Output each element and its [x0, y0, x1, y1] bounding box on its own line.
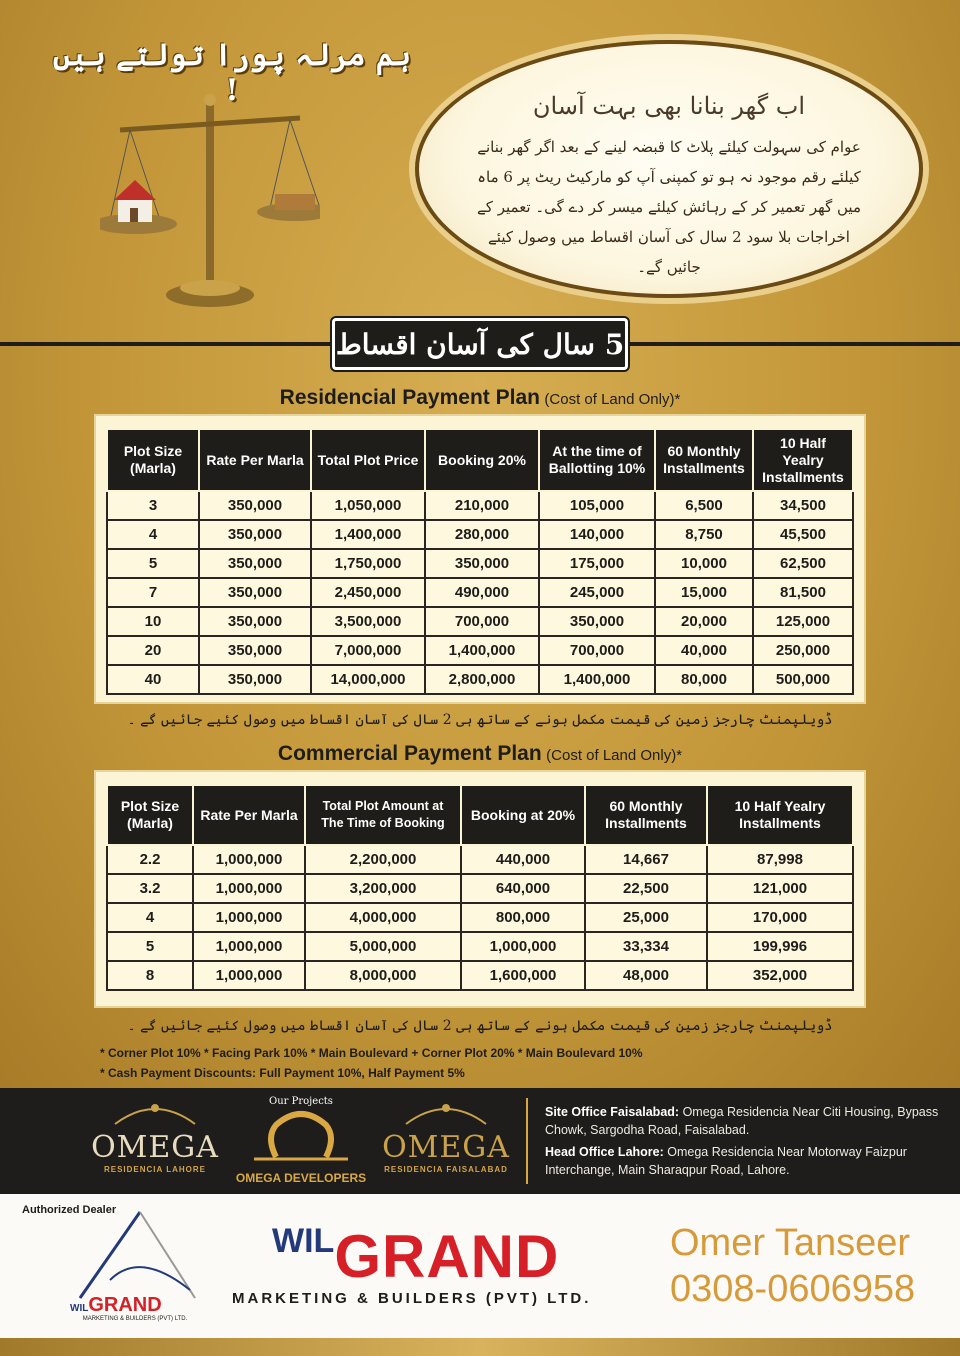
table-row: [107, 932, 853, 961]
table-cell: 500,000: [753, 665, 853, 694]
balance-scale-illustration: [100, 90, 320, 320]
site-office-label: Site Office Faisalabad:: [545, 1105, 680, 1119]
table-cell: 170,000: [707, 903, 853, 932]
site-office-address: Omega Residencia Near Citi Housing, Bypass Chowk, Sargodha Road, Faisalabad.: [545, 1105, 939, 1137]
table-cell: 2,450,000: [311, 578, 425, 607]
table-cell: 7,000,000: [311, 636, 425, 665]
table-cell: 81,500: [753, 578, 853, 607]
omega-faisalabad-name: OMEGA: [382, 1130, 510, 1165]
residential-title-main: Residencial Payment Plan: [279, 386, 540, 409]
table-cell: 1,000,000: [193, 961, 305, 990]
table-row: [107, 961, 853, 990]
our-projects-label: Our Projects: [269, 1096, 333, 1107]
table-cell: 210,000: [425, 491, 539, 520]
table-cell: 350,000: [199, 607, 311, 636]
residential-header-row: [107, 429, 853, 491]
authorized-dealer-label: Authorized Dealer: [22, 1204, 117, 1216]
residential-table-frame: [94, 414, 866, 704]
table-cell: 490,000: [425, 578, 539, 607]
installments-badge: 5 سال کی آسان اقساط: [332, 318, 628, 370]
small-logo-wordmark: [70, 1294, 162, 1317]
table-cell: 40,000: [655, 636, 753, 665]
table-cell: 350,000: [199, 578, 311, 607]
table-cell: 80,000: [655, 665, 753, 694]
table-row: [107, 874, 853, 903]
table-cell: 1,400,000: [539, 665, 655, 694]
commercial-table-frame: [94, 770, 866, 1008]
table-cell: 250,000: [753, 636, 853, 665]
table-cell: 20: [107, 636, 199, 665]
table-cell: 175,000: [539, 549, 655, 578]
info-oval: [415, 40, 923, 298]
residential-note: ڈویلپمنٹ چارجز زمین کی قیمت مکمل ہونے کے ساتھ ہی 2 سال کی آسان اقساط میں وصول کئیے جائیں گے ۔: [127, 712, 833, 728]
table-cell: 6,500: [655, 491, 753, 520]
table-cell: 3,200,000: [305, 874, 461, 903]
table-cell: 8,000,000: [305, 961, 461, 990]
table-cell: 1,000,000: [193, 874, 305, 903]
table-row: [107, 578, 853, 607]
table-row: [107, 549, 853, 578]
table-cell: 1,750,000: [311, 549, 425, 578]
oval-title: اب گھر بنانا بھی بہت آسان: [532, 92, 806, 120]
site-office: [545, 1103, 945, 1139]
table-cell: 2,200,000: [305, 845, 461, 874]
table-cell: 14,667: [585, 845, 707, 874]
table-cell: 125,000: [753, 607, 853, 636]
table-cell: 1,000,000: [193, 903, 305, 932]
commercial-header-cell: Total Plot Amount at The Time of Booking: [305, 785, 461, 845]
table-cell: 14,000,000: [311, 665, 425, 694]
table-cell: 1,400,000: [425, 636, 539, 665]
table-row: [107, 520, 853, 549]
table-cell: 140,000: [539, 520, 655, 549]
commercial-header-cell: Booking at 20%: [461, 785, 585, 845]
table-cell: 350,000: [199, 520, 311, 549]
omega-lahore-logo: [90, 1100, 220, 1174]
discount-notes: * Corner Plot 10% * Facing Park 10% * Main Boulevard + Corner Plot 20% * Main Boulevard 10%: [100, 1046, 643, 1060]
table-cell: 640,000: [461, 874, 585, 903]
table-cell: 350,000: [425, 549, 539, 578]
cash-discount-note: * Cash Payment Discounts: Full Payment 10%, Half Payment 5%: [100, 1066, 465, 1080]
table-row: [107, 845, 853, 874]
commercial-header-cell: 60 Monthly Installments: [585, 785, 707, 845]
table-cell: 40: [107, 665, 199, 694]
table-cell: 34,500: [753, 491, 853, 520]
table-cell: 1,050,000: [311, 491, 425, 520]
contact-phone[interactable]: 0308-0606958: [670, 1268, 916, 1310]
residential-header-cell: 60 Monthly Installments: [655, 429, 753, 491]
office-addresses: [545, 1103, 945, 1179]
table-cell: 87,998: [707, 845, 853, 874]
table-cell: 350,000: [199, 636, 311, 665]
table-cell: 5: [107, 549, 199, 578]
small-logo-grand: GRAND: [88, 1294, 162, 1316]
wilgrand-triangle-logo-icon: [70, 1210, 200, 1300]
omega-developers-logo: [228, 1096, 374, 1185]
table-row: [107, 636, 853, 665]
table-cell: 4,000,000: [305, 903, 461, 932]
table-row: [107, 665, 853, 694]
table-cell: 2.2: [107, 845, 193, 874]
commercial-header-cell: Plot Size (Marla): [107, 785, 193, 845]
table-cell: 352,000: [707, 961, 853, 990]
residential-header-cell: Total Plot Price: [311, 429, 425, 491]
table-cell: 15,000: [655, 578, 753, 607]
table-cell: 22,500: [585, 874, 707, 903]
residential-header-cell: 10 Half Yealry Installments: [753, 429, 853, 491]
small-logo-wil: WIL: [70, 1303, 89, 1314]
crown-ornament-icon: [401, 1100, 491, 1126]
head-office: [545, 1143, 945, 1179]
table-cell: 350,000: [199, 549, 311, 578]
grand-text: GRAND: [334, 1223, 560, 1290]
commercial-note: ڈویلپمنٹ چارجز زمین کی قیمت مکمل ہونے کے ساتھ ہی 2 سال کی آسان اقساط میں وصول کئیے جائیں گے ۔: [127, 1018, 833, 1034]
commercial-title: [0, 742, 960, 766]
table-cell: 62,500: [753, 549, 853, 578]
table-cell: 3,500,000: [311, 607, 425, 636]
omega-faisalabad-sub: RESIDENCIA FAISALABAD: [384, 1165, 508, 1174]
omega-symbol-icon: [246, 1107, 356, 1165]
residential-table: [106, 428, 854, 695]
head-office-address: Omega Residencia Near Motorway Faizpur Interchange, Main Sharaqpur Road, Lahore.: [545, 1145, 907, 1177]
office-divider: [526, 1098, 528, 1184]
residential-header-cell: Rate Per Marla: [199, 429, 311, 491]
table-cell: 4: [107, 520, 199, 549]
crown-ornament-icon: [110, 1100, 200, 1126]
slogan-heading: ہم مرلہ پورا تولتے ہیں !: [52, 38, 412, 108]
table-cell: 800,000: [461, 903, 585, 932]
table-cell: 1,000,000: [461, 932, 585, 961]
table-cell: 3.2: [107, 874, 193, 903]
commercial-table: [106, 784, 854, 991]
residential-title-sub: (Cost of Land Only)*: [544, 391, 681, 408]
table-cell: 5: [107, 932, 193, 961]
residential-header-cell: At the time of Ballotting 10%: [539, 429, 655, 491]
table-cell: 350,000: [199, 665, 311, 694]
table-cell: 350,000: [199, 491, 311, 520]
table-row: [107, 607, 853, 636]
commercial-header-cell: 10 Half Yealry Installments: [707, 785, 853, 845]
table-row: [107, 903, 853, 932]
oval-body: عوام کی سہولت کیلئے پلاٹ کا قبضہ لینے کے بعد اگر گھر بنانے کیلئے رقم موجود نہ ہو تو کمپنی آپ کو مارکیٹ ریٹ پر 6 ماہ میں گھر تعمیر کر کے رہائش کیلئے میسر کر دے گی۔ تعمیر کے اخراجات بلا سود 2 سال کی آسان اقساط میں وصول کیئے جائیں گے۔: [477, 138, 861, 276]
table-cell: 1,000,000: [193, 845, 305, 874]
omega-lahore-name: OMEGA: [91, 1130, 219, 1165]
omega-lahore-sub: RESIDENCIA LAHORE: [103, 1165, 207, 1174]
table-cell: 48,000: [585, 961, 707, 990]
table-cell: 8,750: [655, 520, 753, 549]
commercial-header-row: [107, 785, 853, 845]
table-cell: 245,000: [539, 578, 655, 607]
company-subtitle: MARKETING & BUILDERS (PVT) LTD.: [232, 1290, 592, 1307]
table-cell: 45,500: [753, 520, 853, 549]
table-cell: 105,000: [539, 491, 655, 520]
table-cell: 121,000: [707, 874, 853, 903]
table-cell: 199,996: [707, 932, 853, 961]
table-cell: 2,800,000: [425, 665, 539, 694]
wil-text: WIL: [272, 1222, 335, 1260]
table-cell: 1,600,000: [461, 961, 585, 990]
table-cell: 1,000,000: [193, 932, 305, 961]
table-cell: 7: [107, 578, 199, 607]
table-cell: 10: [107, 607, 199, 636]
residential-title: [0, 386, 960, 410]
contact-name: Omer Tanseer: [670, 1222, 911, 1264]
commercial-header-cell: Rate Per Marla: [193, 785, 305, 845]
head-office-label: Head Office Lahore:: [545, 1145, 664, 1159]
commercial-title-sub: (Cost of Land Only)*: [546, 747, 683, 764]
table-cell: 10,000: [655, 549, 753, 578]
table-cell: 8: [107, 961, 193, 990]
table-cell: 1,400,000: [311, 520, 425, 549]
residential-header-cell: Booking 20%: [425, 429, 539, 491]
wilgrand-wordmark: [272, 1222, 559, 1291]
table-cell: 700,000: [425, 607, 539, 636]
table-cell: 350,000: [539, 607, 655, 636]
table-cell: 25,000: [585, 903, 707, 932]
residential-header-cell: Plot Size (Marla): [107, 429, 199, 491]
bottom-gold-stripe: [0, 1338, 960, 1356]
table-cell: 5,000,000: [305, 932, 461, 961]
small-logo-sub: MARKETING & BUILDERS (PVT) LTD.: [82, 1316, 188, 1322]
table-cell: 3: [107, 491, 199, 520]
table-cell: 20,000: [655, 607, 753, 636]
table-row: [107, 491, 853, 520]
table-cell: 700,000: [539, 636, 655, 665]
commercial-title-main: Commercial Payment Plan: [277, 742, 542, 765]
table-cell: 280,000: [425, 520, 539, 549]
omega-faisalabad-logo: [380, 1100, 512, 1174]
table-cell: 4: [107, 903, 193, 932]
omega-developers-name: OMEGA DEVELOPERS: [235, 1171, 367, 1185]
table-cell: 440,000: [461, 845, 585, 874]
table-cell: 33,334: [585, 932, 707, 961]
